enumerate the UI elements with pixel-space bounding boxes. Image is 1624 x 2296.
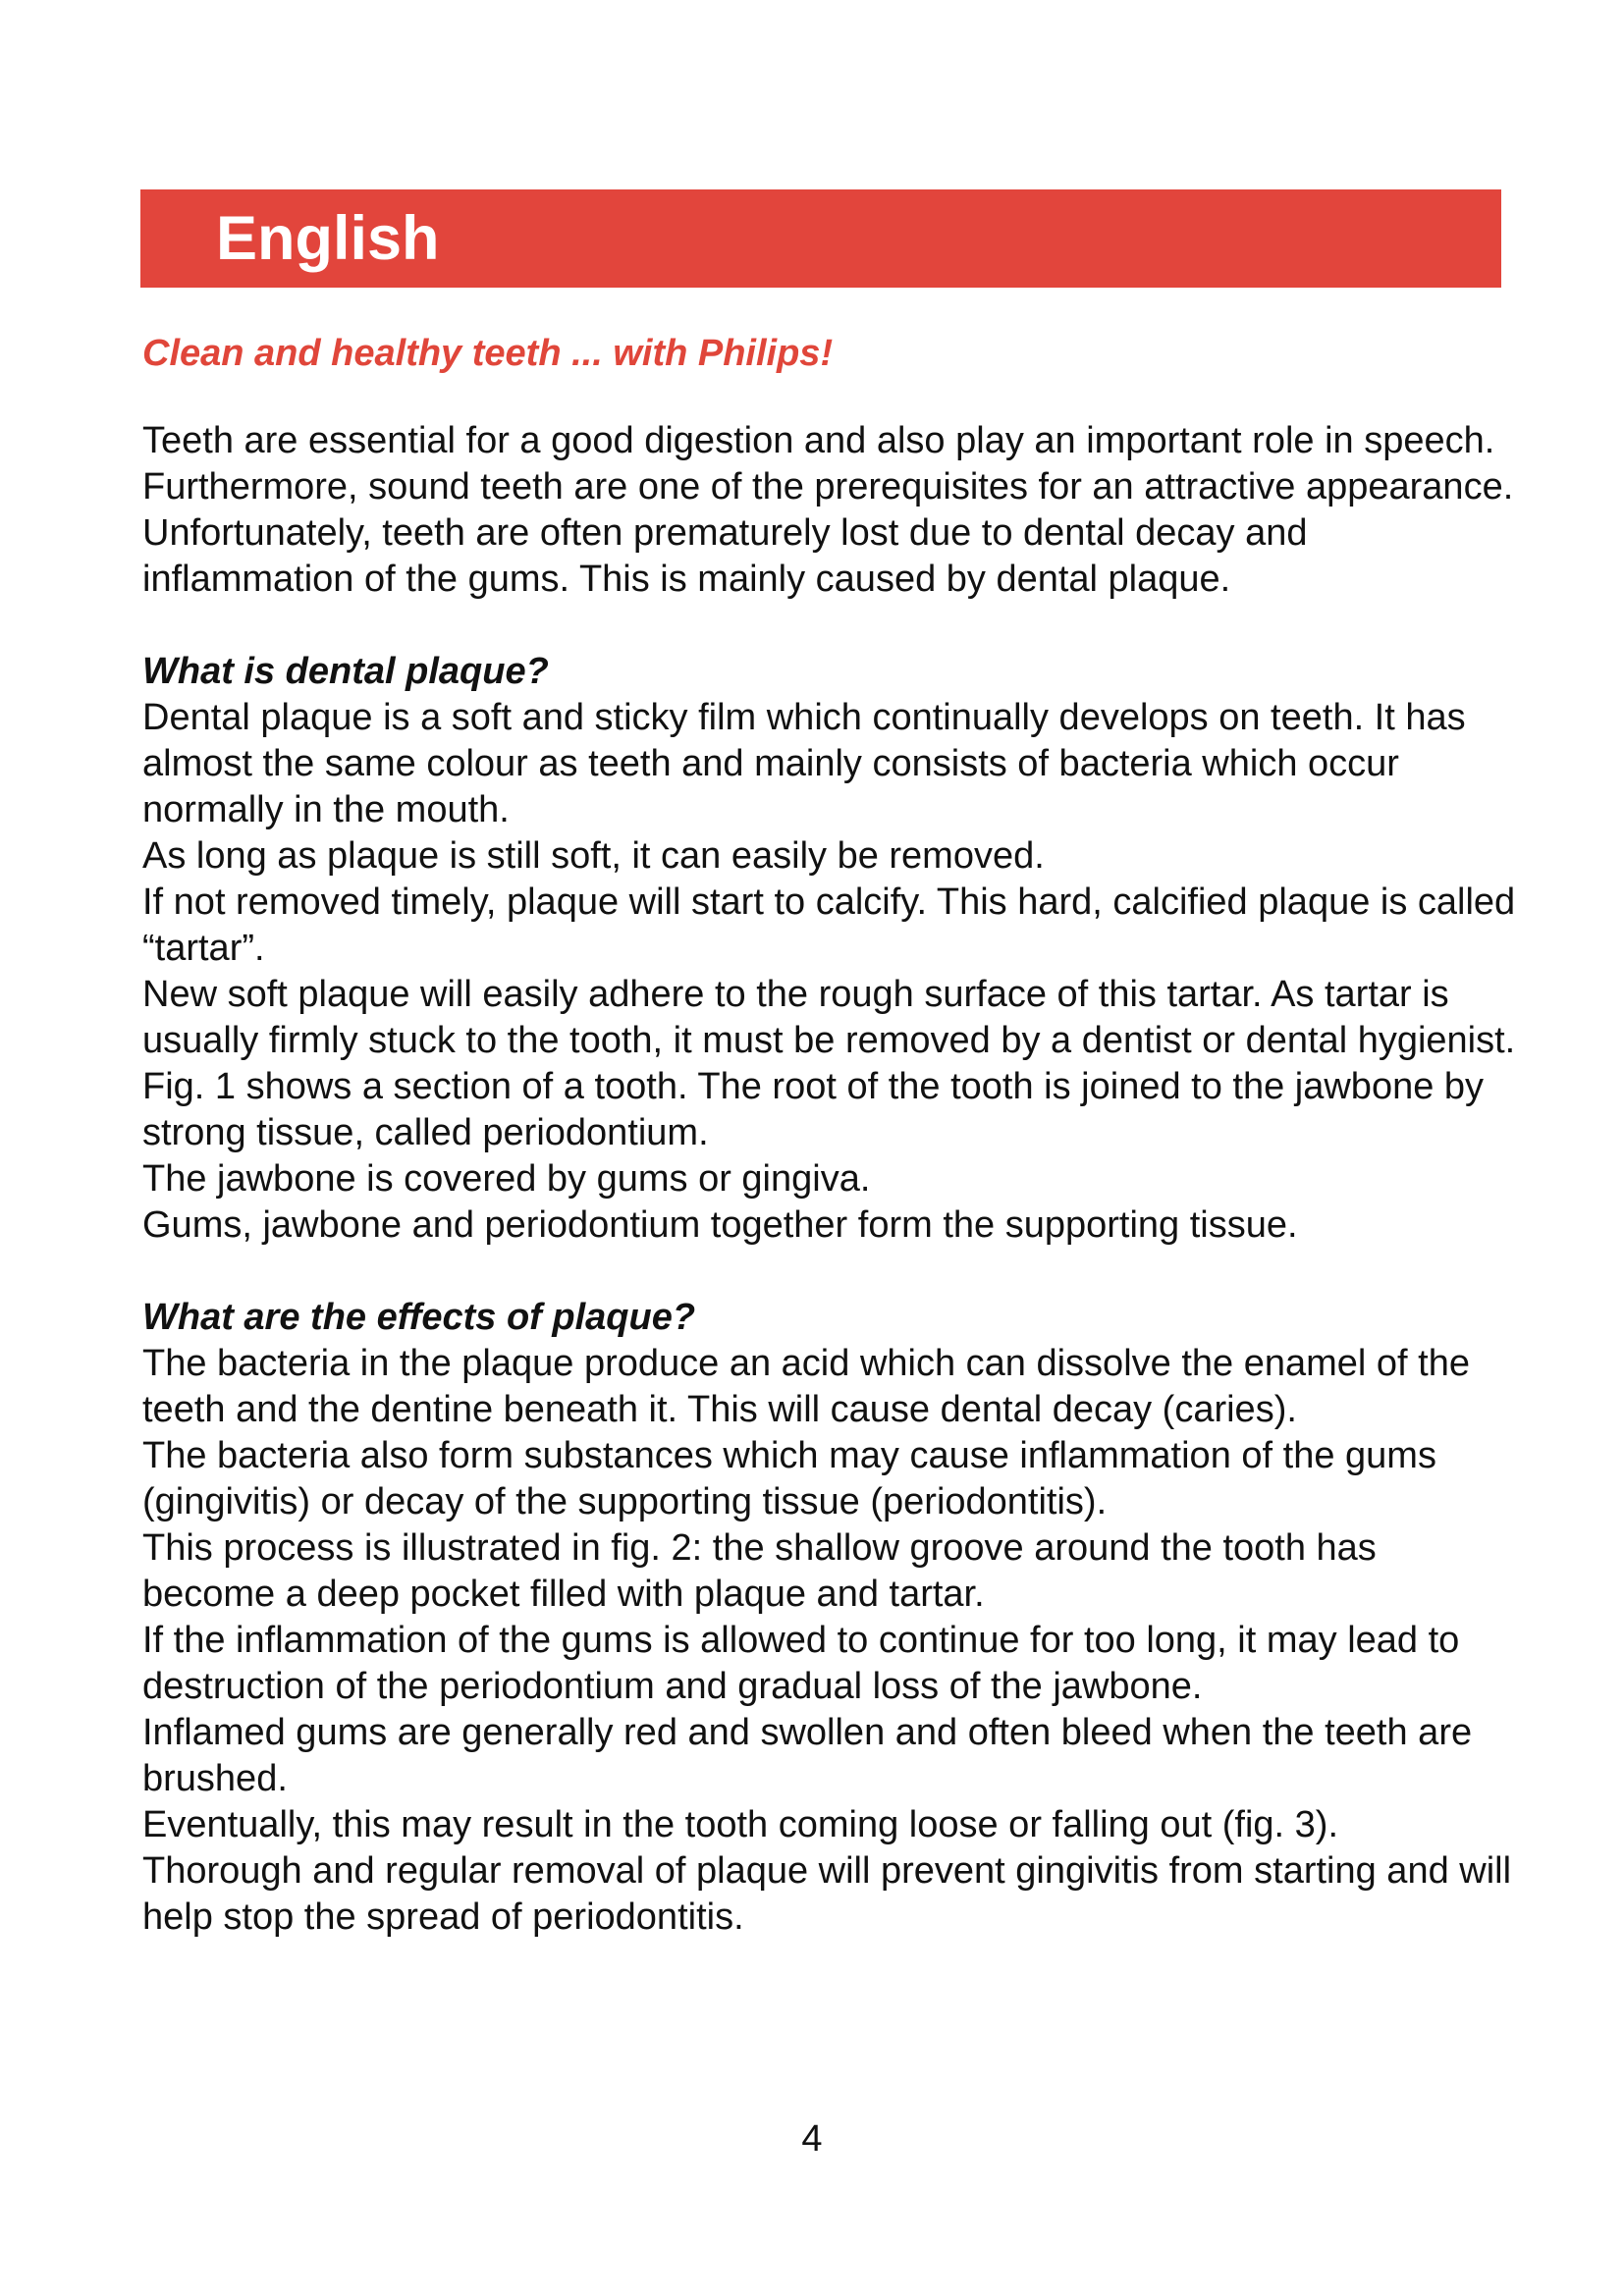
section-heading: What is dental plaque? [142, 651, 549, 692]
section-paragraph: Gums, jawbone and periodontium together form the supporting tissue. [142, 1204, 1298, 1246]
intro-section [142, 418, 1517, 603]
section-paragraph: The bacteria in the plaque produce an acid which can dissolve the enamel of the teeth and the dentine beneath it. This will cause dental decay (caries). [142, 1343, 1470, 1430]
section-paragraph: New soft plaque will easily adhere to the rough surface of this tartar. As tartar is usually firmly stuck to the tooth, it must be removed by a dentist or dental hygienist. [142, 974, 1516, 1061]
section-paragraph: The bacteria also form substances which may cause inflammation of the gums (gingivitis) or decay of the supporting tissue (periodontitis). [142, 1435, 1436, 1522]
plaque-effects-section [142, 1295, 1517, 1941]
language-title: English [216, 204, 440, 273]
section-heading: What are the effects of plaque? [142, 1297, 696, 1338]
section-paragraph: This process is illustrated in fig. 2: the shallow groove around the tooth has become a deep pocket filled with plaque and tartar. [142, 1527, 1377, 1615]
page-number: 4 [801, 2118, 823, 2160]
page-content [142, 324, 1517, 1941]
section-paragraph: The jawbone is covered by gums or gingiva. [142, 1158, 871, 1200]
language-header-banner [140, 189, 1501, 288]
section-paragraph: Inflamed gums are generally red and swollen and often bleed when the teeth are brushed. [142, 1712, 1473, 1799]
intro-paragraph: Unfortunately, teeth are often prematurely lost due to dental decay and inflammation of the gums. This is mainly caused by dental plaque. [142, 512, 1308, 600]
section-paragraph: Dental plaque is a soft and sticky film which continually develops on teeth. It has almost the same colour as teeth and mainly consists of bacteria which occur normally in the mouth. [142, 697, 1466, 830]
section-paragraph: If not removed timely, plaque will start to calcify. This hard, calcified plaque is called “tartar”. [142, 881, 1516, 969]
section-paragraph: If the inflammation of the gums is allowed to continue for too long, it may lead to destruction of the periodontium and gradual loss of the jawbone. [142, 1620, 1460, 1707]
dental-plaque-section [142, 649, 1517, 1249]
page-subtitle: Clean and healthy teeth ... with Philips! [142, 333, 834, 374]
intro-paragraph: Teeth are essential for a good digestion and also play an important role in speech. Furthermore, sound teeth are one of the prerequisites for an attractive appearance. [142, 420, 1514, 507]
section-paragraph: As long as plaque is still soft, it can easily be removed. [142, 835, 1045, 877]
section-paragraph: Thorough and regular removal of plaque will prevent gingivitis from starting and will help stop the spread of periodontitis. [142, 1850, 1512, 1938]
section-paragraph: Eventually, this may result in the tooth coming loose or falling out (fig. 3). [142, 1804, 1339, 1845]
section-paragraph: Fig. 1 shows a section of a tooth. The root of the tooth is joined to the jawbone by strong tissue, called periodontium. [142, 1066, 1485, 1153]
